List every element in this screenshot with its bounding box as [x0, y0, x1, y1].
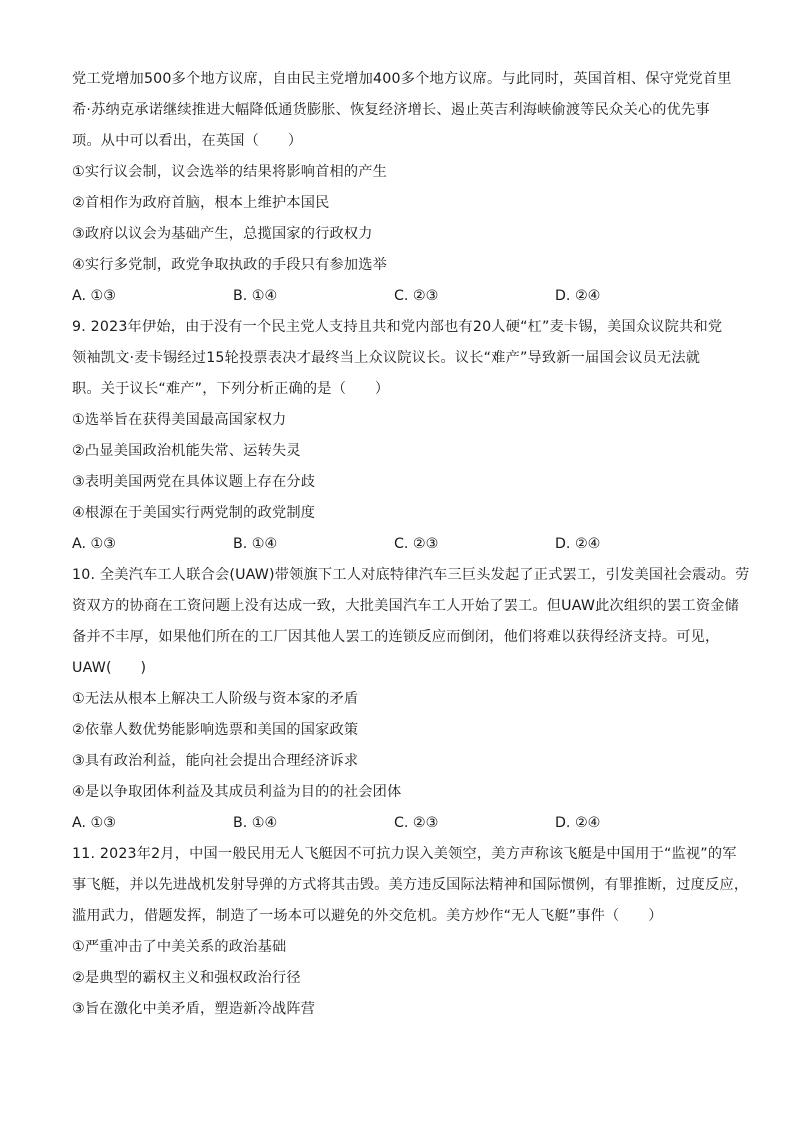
choice-c: C. ②③: [394, 536, 439, 552]
statement-option: ④实行多党制，政党争取执政的手段只有参加选举: [72, 257, 388, 273]
statement-option: ①选举旨在获得美国最高国家权力: [72, 412, 287, 428]
question-stem-line: 10. 全美汽车工人联合会(UAW)带领旗下工人对底特律汽车三巨头发起了正式罢工，引发美国社会震动。劳: [72, 567, 750, 583]
statement-option: ②依靠人数优势能影响选票和美国的国家政策: [72, 722, 359, 738]
choice-b: B. ①④: [233, 288, 278, 304]
statement-option: ①无法从根本上解决工人阶级与资本家的矛盾: [72, 691, 359, 707]
choice-a: A. ①③: [72, 288, 116, 304]
choice-b: B. ①④: [233, 536, 278, 552]
statement-option: ③旨在激化中美矛盾，塑造新冷战阵营: [72, 1001, 316, 1017]
statement-option: ①实行议会制，议会选举的结果将影响首相的产生: [72, 164, 388, 180]
answer-choices: [72, 281, 736, 312]
question-stem-line: 职。关于议长“难产”，下列分析正确的是（ ）: [72, 381, 390, 397]
statement-option: ③具有政治利益，能向社会提出合理经济诉求: [72, 753, 359, 769]
question-stem-line: 希·苏纳克承诺继续推进大幅降低通货膨胀、恢复经济增长、遏止英吉利海峡偷渡等民众关心的优先事: [72, 102, 710, 118]
question-stem-line: 项。从中可以看出，在英国（ ）: [72, 133, 303, 149]
question-stem-line: UAW( ): [72, 660, 147, 676]
answer-choices: [72, 529, 736, 560]
question-stem-line: 9. 2023年伊始，由于没有一个民主党人支持且共和党内部也有20人硬“杠”麦卡锡，美国众议院共和党: [72, 319, 723, 335]
choice-d: D. ②④: [555, 536, 601, 552]
choice-d: D. ②④: [555, 288, 601, 304]
choice-c: C. ②③: [394, 288, 439, 304]
question-11: [72, 839, 749, 1025]
statement-option: ②凸显美国政治机能失常、运转失灵: [72, 443, 301, 459]
statement-option: ③表明美国两党在具体议题上存在分歧: [72, 474, 316, 490]
choice-a: A. ①③: [72, 536, 116, 552]
question-stem-line: 备并不丰厚，如果他们所在的工厂因其他人罢工的连锁反应而倒闭，他们将难以获得经济支持。可见，: [72, 629, 720, 645]
choice-d: D. ②④: [555, 815, 601, 831]
statement-option: ④是以争取团体利益及其成员利益为目的的社会团体: [72, 784, 402, 800]
statement-option: ①严重冲击了中美关系的政治基础: [72, 939, 287, 955]
statement-option: ④根源在于美国实行两党制的政党制度: [72, 505, 316, 521]
page-content: [72, 64, 750, 1025]
choice-c: C. ②③: [394, 815, 439, 831]
choice-b: B. ①④: [233, 815, 278, 831]
statement-option: ③政府以议会为基础产生，总揽国家的行政权力: [72, 226, 373, 242]
statement-option: ②是典型的霸权主义和强权政治行径: [72, 970, 301, 986]
question-stem-line: 滥用武力，借题发挥，制造了一场本可以避免的外交危机。美方炒作“无人飞艇”事件（ ）: [72, 908, 663, 924]
question-stem-line: 事飞艇，并以先进战机发射导弹的方式将其击毁。美方违反国际法精神和国际惯例，有罪推断，过度反应，: [72, 877, 749, 893]
answer-choices: [72, 808, 736, 839]
statement-option: ②首相作为政府首脑，根本上维护本国民: [72, 195, 330, 211]
choice-a: A. ①③: [72, 815, 116, 831]
question-10: [72, 560, 750, 839]
question-stem-line: 领袖凯文·麦卡锡经过15轮投票表决才最终当上众议院议长。议长“难产”导致新一届国会议员无法就: [72, 350, 701, 366]
question-9: [72, 312, 736, 560]
question-8: [72, 64, 736, 312]
question-stem-line: 11. 2023年2月，中国一般民用无人飞艇因不可抗力误入美领空，美方声称该飞艇是中国用于“监视”的军: [72, 846, 737, 862]
question-stem-line: 党工党增加500多个地方议席，自由民主党增加400多个地方议席。与此同时，英国首相、保守党党首里: [72, 71, 732, 87]
question-stem-line: 资双方的协商在工资问题上没有达成一致，大批美国汽车工人开始了罢工。但UAW此次组织的罢工资金储: [72, 598, 739, 614]
